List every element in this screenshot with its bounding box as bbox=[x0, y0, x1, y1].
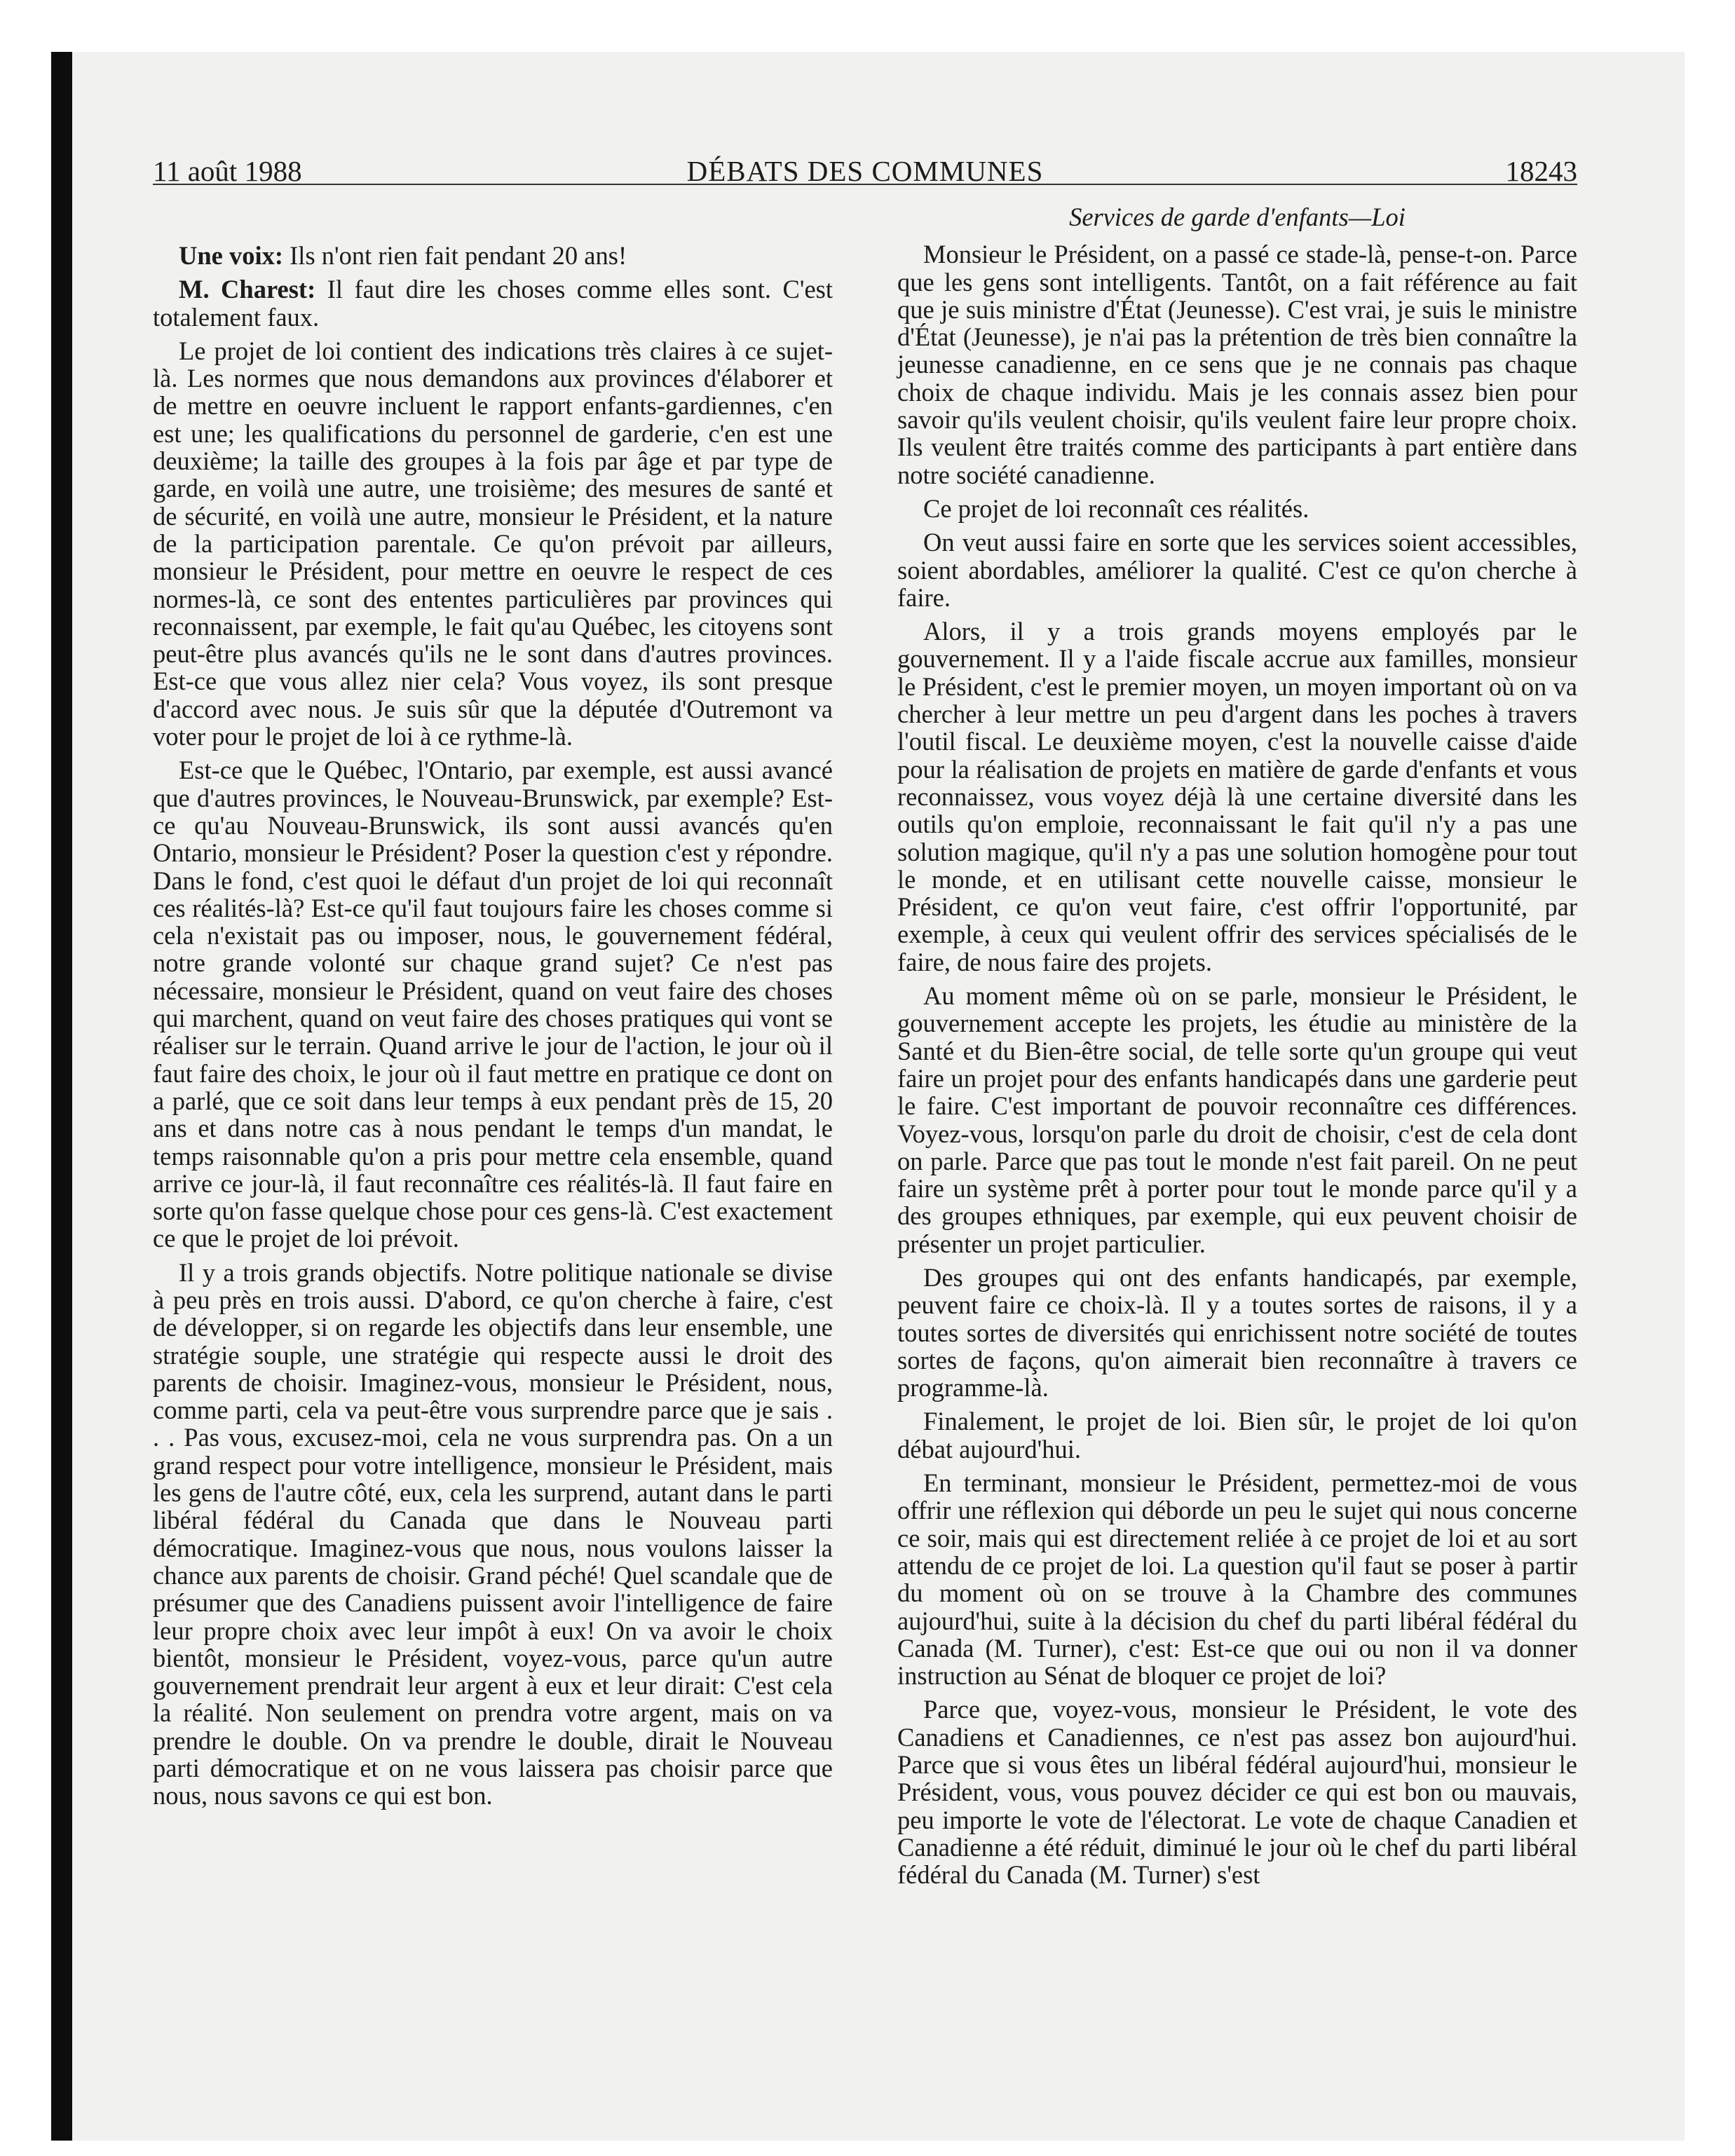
paragraph: Ce projet de loi reconnaît ces réalités. bbox=[923, 493, 1309, 523]
page-number: 18243 bbox=[1505, 155, 1577, 187]
header-title: DÉBATS DES COMMUNES bbox=[686, 155, 1044, 187]
left-column bbox=[153, 203, 833, 1816]
paragraph-text: Il faut dire les choses comme elles sont. C'est totalement faux. bbox=[153, 275, 833, 332]
paragraph: Parce que, voyez-vous, monsieur le Président, le vote des Canadiens et Canadiennes, ce n'est pas assez bon aujourd'hui. Parce que si vous êtes un libéral fédéral aujourd'hui, monsieur le Président, vous, vous pouvez décider ce qui est bon ou mauvais, peu importe le vote de l'électorat. Le vote de chaque Canadien et Canadienne a été réduit, diminué le jour où le chef du parti libéral fédéral du Canada (M. Turner) s'est bbox=[897, 1695, 1577, 1890]
paragraph: En terminant, monsieur le Président, permettez-moi de vous offrir une réflexion qui déborde un peu le sujet qui nous concerne ce soir, mais qui est directement reliée à ce projet de loi et au sort attendu de ce projet de loi. La question qu'il faut se poser à partir du moment où on se trouve à la Chambre des communes aujourd'hui, suite à la décision du chef du parti libéral fédéral du Canada (M. Turner), c'est: Est-ce que oui ou non il va donner instruction au Sénat de bloquer ce projet de loi? bbox=[897, 1468, 1577, 1691]
paragraph: Il y a trois grands objectifs. Notre politique nationale se divise à peu près en trois aussi. D'abord, ce qu'on cherche à faire, c'est de développer, si on regarde les objectifs dans leur ensemble, une stratégie souple, une stratégie qui respecte aussi le droit des parents de choisir. Imaginez-vous, monsieur le Président, nous, comme parti, cela va peut-être vous surprendre parce que je sais . . . Pas vous, excusez-moi, cela ne vous surprendra pas. On a un grand respect pour votre intelligence, monsieur le Président, mais les gens de l'autre côté, eux, cela les surprend, autant dans le parti libéral fédéral du Canada que dans le Nouveau parti démocratique. Imaginez-vous que nous, nous voulons laisser la chance aux parents de choisir. Grand péché! Quel scandale que de présumer que des Canadiens puissent avoir l'intelligence de faire leur propre choix avec leur impôt à eux! On va avoir le choix bientôt, monsieur le Président, voyez-vous, parce qu'un autre gouvernement prendrait leur argent à eux et leur dirait: C'est cela la réalité. Non seulement on prendra votre argent, mais on va prendre le double. On va prendre le double, dirait le Nouveau parti démocratique et on ne vous laissera pas choisir parce que nous, nous savons ce qui est bon. bbox=[153, 1257, 833, 1810]
right-column bbox=[897, 203, 1577, 1895]
paragraph: Au moment même où on se parle, monsieur le Président, le gouvernement accepte les projets, les étudie au ministère de la Santé et du Bien-être social, de telle sorte qu'un groupe qui veut faire un projet pour des enfants handicapés dans une garderie peut le faire. C'est important de pouvoir reconnaître ces différences. Voyez-vous, lorsqu'on parle du droit de choisir, c'est de cela dont on parle. Parce que pas tout le monde n'est fait pareil. On ne peut faire un système prêt à porter pour tout le monde parce qu'il y a des groupes ethniques, par exemple, qui eux peuvent choisir de présenter un projet particulier. bbox=[897, 981, 1577, 1258]
paragraph-text: Ils n'ont rien fait pendant 20 ans! bbox=[283, 241, 627, 270]
running-head: Services de garde d'enfants—Loi bbox=[1069, 203, 1406, 231]
paragraph: Alors, il y a trois grands moyens employés par le gouvernement. Il y a l'aide fiscale accrue aux familles, monsieur le Président, c'est le premier moyen, un moyen important où on va chercher à leur mettre un peu d'argent dans les poches à travers l'outil fiscal. Le deuxième moyen, c'est la nouvelle caisse d'aide pour la réalisation de projets en matière de garde d'enfants et vous reconnaissez, vous voyez déjà là une certaine diversité dans les outils qu'on emploie, reconnaissant le fait qu'il n'y a pas une solution magique, qu'il n'y a pas une solution homogène pour tout le monde, et en utilisant cette nouvelle caisse, monsieur le Président, ce qu'on veut faire, c'est offrir l'opportunité, par exemple, à ceux qui veulent offrir des services spécialisés de le faire, de nous faire des projets. bbox=[897, 617, 1577, 976]
paragraph: Le projet de loi contient des indications très claires à ce sujet-là. Les normes que nous demandons aux provinces d'élaborer et de mettre en oeuvre incluent le rapport enfants-gardiennes, c'en est une; les qualifications du personnel de garderie, c'en est une deuxième; la taille des groupes à la fois par âge et par type de garde, en voilà une autre, une troisième; des mesures de santé et de sécurité, en voilà une autre, monsieur le Président, et la nature de la participation parentale. Ce qu'on prévoit par ailleurs, monsieur le Président, pour mettre en oeuvre le respect de ces normes-là, ce sont des ententes particulières par provinces qui reconnaissent, par exemple, le fait qu'au Québec, les citoyens sont peut-être plus avancés qu'ils ne le sont dans d'autres provinces. Est-ce que vous allez nier cela? Vous voyez, ils sont presque d'accord avec nous. Je suis sûr que la députée d'Outremont va voter pour le projet de loi à ce rythme-là. bbox=[153, 336, 833, 751]
header-date: 11 août 1988 bbox=[153, 155, 302, 187]
header-rule bbox=[153, 184, 1577, 185]
paragraph: Des groupes qui ont des enfants handicapés, par exemple, peuvent faire ce choix-là. Il y a toutes sortes de raisons, il y a toutes sortes de diversités qui enrichissent notre société de toutes sortes de façons, qu'on aimerait bien reconnaître à travers ce programme-là. bbox=[897, 1262, 1577, 1403]
speaker-name: Une voix: bbox=[179, 241, 284, 270]
paragraph: Finalement, le projet de loi. Bien sûr, le projet de loi qu'on débat aujourd'hui. bbox=[897, 1407, 1577, 1464]
speaker-name: M. Charest: bbox=[179, 275, 316, 304]
paragraph bbox=[153, 242, 833, 269]
binding-edge bbox=[51, 52, 72, 2141]
paragraph: On veut aussi faire en sorte que les services soient accessibles, soient abordables, améliorer la qualité. C'est ce qu'on cherche à faire. bbox=[897, 528, 1577, 612]
paragraph: Est-ce que le Québec, l'Ontario, par exemple, est aussi avancé que d'autres provinces, le Nouveau-Brunswick, par exemple? Est-ce qu'au Nouveau-Brunswick, ils sont aussi avancés qu'en Ontario, monsieur le Président? Poser la question c'est y répondre. Dans le fond, c'est quoi le défaut d'un projet de loi qui reconnaît ces réalités-là? Est-ce qu'il faut toujours faire les choses comme si cela n'existait pas ou imposer, nous, le gouvernement fédéral, notre grande volonté sur chaque grand sujet? Ce n'est pas nécessaire, monsieur le Président, quand on veut faire des choses qui marchent, quand on veut faire des choses pratiques qui vont se réaliser sur le terrain. Quand arrive le jour de l'action, le jour où il faut faire des choix, le jour où il faut mettre en pratique ce dont on a parlé, que ce soit dans leur temps à eux pendant près de 15, 20 ans et dans notre cas à nous pendant le temps d'un mandat, le temps raisonnable qu'on a pris pour mettre cela ensemble, quand arrive ce jour-là, il faut reconnaître ces réalités-là. Il faut faire en sorte qu'on fasse quelque chose pour ces gens-là. C'est exactement ce que le projet de loi prévoit. bbox=[153, 756, 833, 1253]
paragraph bbox=[153, 275, 833, 331]
paragraph: Monsieur le Président, on a passé ce stade-là, pense-t-on. Parce que les gens sont intelligents. Tantôt, on a fait référence au fait que je suis ministre d'État (Jeunesse). C'est vrai, je suis le ministre d'État (Jeunesse), je n'ai pas la prétention de très bien connaître la jeunesse canadienne, en ce sens que je ne connais pas chaque choix de chaque individu. Mais je les connais assez bien pour savoir qu'ils veulent choisir, qu'ils veulent faire leur propre choix. Ils veulent être traités comme des participants à part entière dans notre société canadienne. bbox=[897, 240, 1577, 489]
